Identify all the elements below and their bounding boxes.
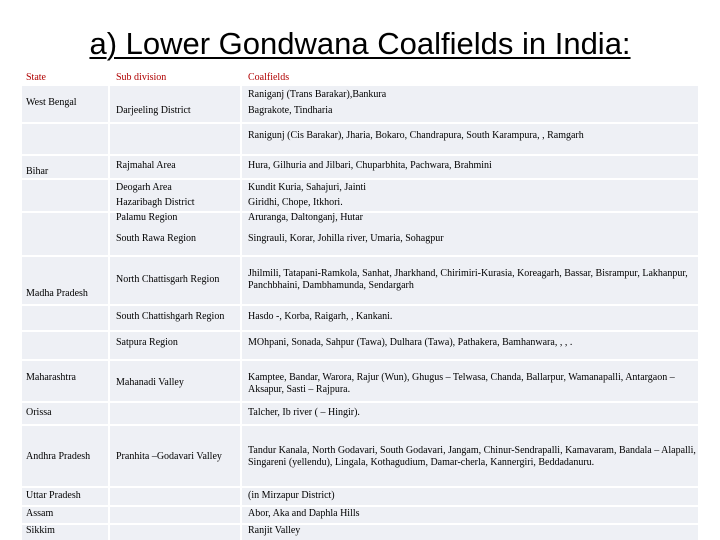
subdivision-deogarh: Deogarh Area bbox=[116, 182, 172, 193]
state-orissa: Orissa bbox=[26, 407, 52, 418]
coalfield-orissa: Talcher, Ib river ( – Hingir). bbox=[248, 407, 360, 418]
subdivision-north-chattisgarh: North Chattisgarh Region bbox=[116, 274, 220, 285]
coalfield-palamu: Aruranga, Daltonganj, Hutar bbox=[248, 212, 363, 223]
coalfield-raniganj-cis: Ranigunj (Cis Barakar), Jharia, Bokaro, Chandrapura, South Karampura, , Ramgarh bbox=[248, 130, 584, 141]
coalfields-table bbox=[22, 68, 698, 540]
row-divider bbox=[22, 505, 698, 507]
subdivision-rajmahal: Rajmahal Area bbox=[116, 160, 176, 171]
row-divider bbox=[22, 122, 698, 124]
coalfield-satpura: MOhpani, Sonada, Sahpur (Tawa), Dulhara (Tawa), Pathakera, Bamhanwara, , , . bbox=[248, 337, 573, 348]
subdivision-darjeeling: Darjeeling District bbox=[116, 105, 191, 116]
coalfield-hazaribagh: Giridhi, Chope, Itkhori. bbox=[248, 197, 343, 208]
row-divider bbox=[22, 84, 698, 86]
coalfield-mahanadi: Kamptee, Bandar, Warora, Rajur (Wun), Ghugus – Telwasa, Chanda, Ballarpur, Wamanapalli, Antargaon – Aksapur, Sasti – Rajpura. bbox=[248, 372, 675, 395]
header-subdivision: Sub division bbox=[116, 72, 167, 83]
state-madhya-pradesh: Madha Pradesh bbox=[26, 288, 88, 299]
row-divider bbox=[22, 154, 698, 156]
coalfield-darjeeling: Bagrakote, Tindharia bbox=[248, 105, 333, 116]
subdivision-palamu: Palamu Region bbox=[116, 212, 178, 223]
subdivision-south-chattisgarh: South Chattishgarh Region bbox=[116, 311, 225, 322]
coalfield-assam: Abor, Aka and Daphla Hills bbox=[248, 508, 360, 519]
subdivision-mahanadi: Mahanadi Valley bbox=[116, 377, 184, 388]
state-west-bengal: West Bengal bbox=[26, 97, 77, 108]
row-divider bbox=[22, 359, 698, 361]
state-maharashtra: Maharashtra bbox=[26, 372, 76, 383]
coalfield-uttar-pradesh: (in Mirzapur District) bbox=[248, 490, 335, 501]
row-divider bbox=[22, 523, 698, 525]
coalfield-raniganj-trans: Raniganj (Trans Barakar),Bankura bbox=[248, 89, 387, 100]
state-andhra-pradesh: Andhra Pradesh bbox=[26, 451, 91, 462]
page-title: a) Lower Gondwana Coalfields in India: bbox=[89, 26, 631, 61]
column-divider bbox=[240, 84, 242, 540]
header-state: State bbox=[26, 72, 46, 83]
state-assam: Assam bbox=[26, 508, 54, 519]
coalfield-pranhita: Tandur Kanala, North Godavari, South Godavari, Jangam, Chinur-Sendrapalli, Kamavaram, Bandala – Alapalli, Singareni (yellendu), Lingala, Kothagudium, Damar-cherla, Kannergiri, Beddadanuru. bbox=[248, 445, 696, 468]
coalfield-rewa: Singrauli, Korar, Johilla river, Umaria, Sohagpur bbox=[248, 233, 444, 244]
row-divider bbox=[22, 255, 698, 257]
subdivision-rewa: South Rawa Region bbox=[116, 233, 196, 244]
row-divider bbox=[22, 178, 698, 180]
state-bihar: Bihar bbox=[26, 166, 49, 177]
row-divider bbox=[22, 330, 698, 332]
subdivision-satpura: Satpura Region bbox=[116, 337, 178, 348]
column-divider bbox=[108, 84, 110, 540]
state-sikkim: Sikkim bbox=[26, 525, 55, 536]
coalfield-rajmahal: Hura, Gilhuria and Jilbari, Chuparbhita, Pachwara, Brahmini bbox=[248, 160, 492, 171]
coalfield-north-chattisgarh: Jhilmili, Tatapani-Ramkola, Sanhat, Jharkhand, Chirimiri-Kurasia, Koreagarh, Bassar, Bisrampur, Lakhanpur, Panchbhaini, Dambhamunda, Sendargarh bbox=[248, 268, 688, 291]
row-divider bbox=[22, 304, 698, 306]
row-divider bbox=[22, 486, 698, 488]
coalfield-south-chattisgarh: Hasdo -, Korba, Raigarh, , Kankani. bbox=[248, 311, 393, 322]
row-divider bbox=[22, 424, 698, 426]
coalfield-deogarh: Kundit Kuria, Sahajuri, Jainti bbox=[248, 182, 367, 193]
subdivision-pranhita: Pranhita –Godavari Valley bbox=[116, 451, 222, 462]
header-coalfields: Coalfields bbox=[248, 72, 290, 83]
row-divider bbox=[22, 401, 698, 403]
state-uttar-pradesh: Uttar Pradesh bbox=[26, 490, 81, 501]
coalfield-sikkim: Ranjit Valley bbox=[248, 525, 301, 536]
subdivision-hazaribagh: Hazaribagh District bbox=[116, 197, 195, 208]
